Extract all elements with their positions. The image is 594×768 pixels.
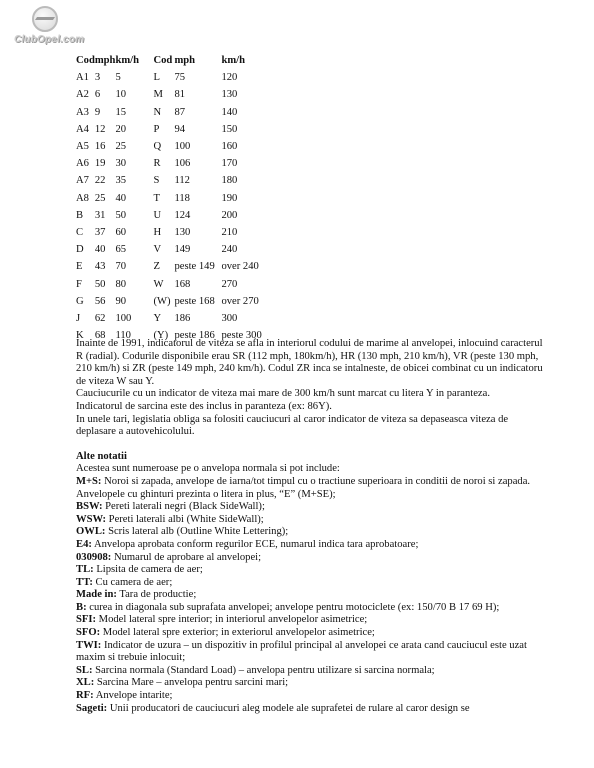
note-description: Pereti laterali albi (White SideWall); [106, 513, 264, 525]
cell-kmh-2: 200 [221, 209, 238, 221]
header-kmh-2: km/h [221, 55, 246, 66]
cell-cod-2: (Y) [153, 330, 169, 342]
cell-cod-2: M [153, 89, 163, 101]
cell-kmh: 50 [115, 209, 127, 221]
cell-cod: K [76, 330, 84, 342]
note-description: Numarul de aprobare al anvelopei; [111, 551, 262, 563]
cell-kmh: 20 [115, 123, 127, 135]
cell-mph-2: 118 [174, 192, 190, 204]
table-row [76, 276, 281, 293]
cell-cod-2: Y [153, 313, 162, 325]
note-item [76, 665, 546, 678]
cell-mph: 22 [94, 175, 106, 187]
cell-cod: B [76, 209, 84, 221]
cell-cod: D [76, 244, 84, 256]
note-item [76, 501, 546, 514]
cell-kmh: 65 [115, 244, 127, 256]
note-description: Unii producatori de cauciucuri aleg modele ale suprafetei de rulare al caror design se [107, 702, 470, 714]
cell-kmh-2: 240 [221, 244, 238, 256]
note-item [76, 703, 546, 716]
note-term: SFI: [76, 614, 97, 626]
note-item [76, 614, 546, 627]
note-item [76, 514, 546, 527]
cell-kmh: 60 [115, 227, 127, 239]
cell-mph-2: 75 [174, 72, 186, 84]
note-item [76, 640, 546, 665]
note-item [76, 677, 546, 690]
note-term: TL: [76, 564, 94, 576]
note-item [76, 552, 546, 565]
cell-cod: G [76, 295, 84, 307]
cell-mph-2: 100 [174, 141, 191, 153]
logo-text: ClubOpel.com [14, 34, 85, 45]
note-term: OWL: [76, 526, 106, 538]
cell-kmh-2: over 240 [221, 261, 259, 273]
cell-mph-2: 94 [174, 123, 186, 135]
note-description: Sarcina Mare – anvelopa pentru sarcini mari; [94, 677, 289, 689]
note-term: Sageti: [76, 702, 108, 714]
note-term: RF: [76, 690, 94, 702]
intro-paragraph-1: Inainte de 1991, indicatorul de viteza se afla in interiorul codului de marime al anvelopei, inlocuind caracterul R (radial). Codurile disponibile erau SR (112 mph, 180km/h), HR (130 mph, 210 km/h), VR (peste 130 mph, 210 km/h) si ZR (peste 149 mph, 240 km/h). Codul ZR inca se intalneste, de obicei combinat cu un indicatoru de viteza W sau Y. [76, 338, 543, 387]
cell-cod: A4 [76, 123, 89, 135]
speed-index-table [76, 52, 281, 344]
cell-cod-2: U [153, 209, 162, 221]
note-description: Anvelopa aprobata conform regurilor ECE, numarul indica tara aprobatoare; [91, 538, 419, 550]
table-row [76, 86, 281, 103]
note-description: Cu camera de aer; [92, 576, 173, 588]
note-item [76, 627, 546, 640]
note-term: SFO: [76, 627, 101, 639]
note-item [76, 539, 546, 552]
document-body [76, 338, 546, 715]
cell-mph-2: 81 [174, 89, 186, 101]
notes-list [76, 476, 546, 715]
note-description: Model lateral spre interior; in interiorul anvelopelor asimetrice; [96, 614, 368, 626]
cell-cod-2: H [153, 227, 162, 239]
table-body [76, 69, 281, 344]
note-description: Sarcina normala (Standard Load) – anvelopa pentru utilizare si sarcina normala; [92, 664, 435, 676]
table-row [76, 138, 281, 155]
cell-mph-2: peste 149 [174, 261, 215, 273]
cell-cod-2: N [153, 106, 162, 118]
note-description: Noroi si zapada, anvelope de iarna/tot timpul cu o tractiune superioara in conditii de noroi si zapada. Anvelopele cu ghinturi prezinta o litera in plus, “E” (M+SE); [76, 475, 531, 500]
cell-cod-2: P [153, 123, 160, 135]
cell-mph: 3 [94, 72, 101, 84]
cell-kmh: 110 [115, 330, 131, 342]
cell-cod-2: R [153, 158, 161, 170]
table-row [76, 172, 281, 189]
cell-cod: A7 [76, 175, 89, 187]
cell-mph-2: 186 [174, 313, 191, 325]
header-cod-2: Cod [153, 55, 173, 66]
cell-cod: A5 [76, 141, 89, 153]
cell-kmh: 40 [115, 192, 127, 204]
notes-lead: Acestea sunt numeroase pe o anvelopa normala si pot include: [76, 463, 340, 475]
cell-kmh: 90 [115, 295, 127, 307]
note-term: 030908: [76, 551, 112, 563]
cell-mph: 25 [94, 192, 106, 204]
cell-kmh-2: 120 [221, 72, 238, 84]
clubopel-logo [14, 6, 85, 50]
header-cod-1: Cod [76, 55, 95, 66]
cell-kmh-2: peste 300 [221, 330, 262, 342]
cell-cod: A3 [76, 106, 89, 118]
table-row [76, 310, 281, 327]
note-term: BSW: [76, 501, 103, 513]
cell-mph-2: peste 186 [174, 330, 215, 342]
header-kmh-1: km/h [115, 55, 140, 66]
cell-cod: A2 [76, 89, 89, 101]
cell-cod-2: V [153, 244, 162, 256]
note-item [76, 589, 546, 602]
cell-mph-2: 87 [174, 106, 186, 118]
cell-cod: E [76, 261, 83, 273]
cell-mph-2: 124 [174, 209, 191, 221]
cell-mph-2: 106 [174, 158, 191, 170]
cell-kmh-2: 140 [221, 106, 238, 118]
opel-bolt-icon [35, 17, 55, 20]
note-item [76, 476, 546, 501]
intro-paragraph-2: Cauciucurile cu un indicator de viteza mai mare de 300 km/h sunt marcat cu litera Y in paranteza. [76, 388, 490, 400]
note-description: Tara de productie; [116, 589, 197, 601]
cell-cod-2: L [153, 72, 160, 84]
note-term: WSW: [76, 513, 107, 525]
table-row [76, 104, 281, 121]
cell-mph: 43 [94, 261, 106, 273]
note-term: SL: [76, 664, 93, 676]
cell-mph-2: 130 [174, 227, 191, 239]
cell-kmh: 30 [115, 158, 127, 170]
cell-cod: F [76, 278, 82, 290]
cell-kmh-2: 130 [221, 89, 238, 101]
note-description: Model lateral spre exterior; in exteriorul anvelopelor asimetrice; [100, 627, 375, 639]
note-term: TT: [76, 576, 93, 588]
note-term: B: [76, 601, 87, 613]
cell-mph-2: 168 [174, 278, 191, 290]
table-row [76, 241, 281, 258]
cell-kmh: 80 [115, 278, 127, 290]
cell-mph: 19 [94, 158, 106, 170]
cell-cod: A6 [76, 158, 89, 170]
cell-kmh-2: 300 [221, 313, 238, 325]
section-gap [76, 439, 546, 451]
note-item [76, 577, 546, 590]
cell-mph-2: 149 [174, 244, 191, 256]
cell-mph-2: peste 168 [174, 295, 215, 307]
cell-cod: J [76, 313, 81, 325]
cell-kmh: 100 [115, 313, 132, 325]
cell-mph: 50 [94, 278, 106, 290]
cell-kmh-2: 180 [221, 175, 238, 187]
cell-mph: 6 [94, 89, 101, 101]
cell-kmh: 5 [115, 72, 121, 84]
note-term: XL: [76, 677, 95, 689]
note-term: TWI: [76, 639, 102, 651]
table-row [76, 190, 281, 207]
note-item [76, 564, 546, 577]
cell-kmh-2: 150 [221, 123, 238, 135]
note-item [76, 602, 546, 615]
table-row [76, 207, 281, 224]
table-row [76, 258, 281, 275]
note-description: curea in diagonala sub suprafata anvelopei; anvelope pentru motociclete (ex: 150/70 B 17 69 H); [86, 601, 500, 613]
cell-mph: 62 [94, 313, 106, 325]
cell-kmh: 70 [115, 261, 127, 273]
cell-kmh-2: 190 [221, 192, 238, 204]
cell-mph: 40 [94, 244, 106, 256]
notes-heading: Alte notatii [76, 450, 127, 462]
note-item [76, 526, 546, 539]
cell-kmh-2: 270 [221, 278, 238, 290]
cell-mph: 9 [94, 106, 101, 118]
cell-kmh: 35 [115, 175, 127, 187]
note-description: Pereti laterali negri (Black SideWall); [102, 501, 265, 513]
cell-kmh: 10 [115, 89, 127, 101]
cell-kmh-2: 170 [221, 158, 238, 170]
cell-mph: 68 [94, 330, 106, 342]
table-header-row [76, 52, 281, 69]
table-row [76, 121, 281, 138]
intro-paragraph-4: In unele tari, legislatia obliga sa folositi cauciucuri al caror indicator de viteza sa depaseasca viteza de deplasare a autovehicolului. [76, 413, 509, 438]
cell-kmh-2: 160 [221, 141, 238, 153]
cell-cod-2: S [153, 175, 160, 187]
note-description: Anvelope intarite; [93, 690, 173, 702]
table-row [76, 155, 281, 172]
cell-mph: 56 [94, 295, 106, 307]
cell-cod: A8 [76, 192, 89, 204]
cell-cod: A1 [76, 72, 89, 84]
cell-kmh: 15 [115, 106, 127, 118]
intro-paragraph-3: Indicatorul de sarcina este des inclus in paranteza (ex: 86Y). [76, 400, 332, 412]
cell-mph: 16 [94, 141, 106, 153]
table-row [76, 224, 281, 241]
cell-cod-2: T [153, 192, 160, 204]
note-description: Lipsita de camera de aer; [93, 564, 203, 576]
cell-mph: 12 [94, 123, 106, 135]
cell-kmh-2: 210 [221, 227, 238, 239]
note-term: E4: [76, 538, 92, 550]
cell-kmh-2: over 270 [221, 295, 259, 307]
cell-mph-2: 112 [174, 175, 190, 187]
cell-cod-2: (W) [153, 295, 171, 307]
header-mph-1: mph [94, 55, 116, 66]
cell-cod: C [76, 227, 84, 239]
note-description: Scris lateral alb (Outline White Lettering); [105, 526, 289, 538]
note-term: M+S: [76, 475, 102, 487]
note-term: Made in: [76, 589, 117, 601]
cell-cod-2: Z [153, 261, 160, 273]
cell-mph: 37 [94, 227, 106, 239]
table-row [76, 293, 281, 310]
header-mph-2: mph [174, 55, 196, 66]
cell-cod-2: W [153, 278, 164, 290]
note-description: Indicator de uzura – un dispozitiv in profilul principal al anvelopei ce arata cand cauciucul este uzat maxim si trebuie inlocuit; [76, 639, 527, 664]
cell-cod-2: Q [153, 141, 162, 153]
cell-kmh: 25 [115, 141, 127, 153]
cell-mph: 31 [94, 209, 106, 221]
table-row [76, 69, 281, 86]
note-item [76, 690, 546, 703]
